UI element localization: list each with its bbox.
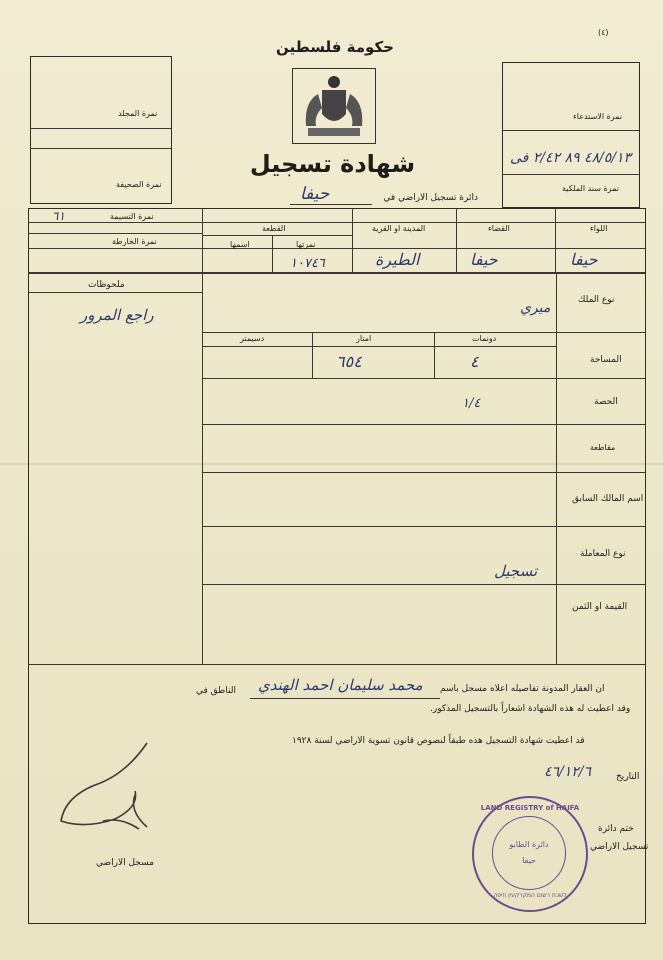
share-value: ١/٤	[462, 396, 481, 411]
title-deed-label: نمرة سند الملكية	[562, 184, 619, 193]
declaration-line-1-end: الناطق في	[196, 686, 237, 696]
town-value: الطيرة	[375, 250, 420, 269]
value-label: القيمة او الثمن	[572, 602, 628, 612]
subdistrict-value: حيفا	[470, 250, 498, 269]
transaction-label: نوع المعاملة	[580, 549, 626, 559]
department-label: دائرة تسجيل الاراضي في	[383, 193, 478, 203]
owner-name-value: محمد سليمان احمد الهندي	[258, 676, 423, 694]
notes-label: ملحوظات	[88, 280, 125, 290]
certificate-title: شهادة تسجيل	[249, 150, 416, 178]
corner-number: (٤)	[598, 28, 609, 37]
page-label: نمرة الصحيفة	[116, 180, 162, 189]
date-value: ٤٦/١٢/٦	[544, 764, 592, 780]
map-label: نمرة الخارطة	[112, 237, 157, 246]
registrar-signature	[55, 735, 165, 845]
declaration-line-2: وقد اعطيت له هذه الشهادة اشعاراً بالتسجيل المذكور.	[430, 704, 631, 714]
parcel-name-label: اسمها	[230, 240, 250, 249]
subdistrict-label: القضاء	[488, 224, 510, 233]
government-heading: حكومة فلسطين	[276, 38, 394, 56]
application-value: ٤٨/٥/١٣ ٨٩ ٢/٤٢ فى	[510, 150, 632, 166]
district-value: حيفا	[570, 250, 598, 269]
meters-value: ٦٥٤	[336, 352, 362, 371]
declaration-line-1: ان العقار المدونة تفاصيله اعلاه مسجل باسم	[440, 684, 605, 694]
volume-label: نمرة المجلد	[118, 109, 158, 118]
stamp-inner-text-2: حيفا	[522, 856, 536, 865]
stamp-outer-text: LAND REGISTRY of HAIFA	[480, 804, 580, 812]
area-label: المساحة	[590, 355, 622, 365]
date-label: التاريخ	[616, 772, 640, 782]
prev-owner-label: اسم المالك السابق	[572, 494, 644, 504]
district-label: اللواء	[590, 224, 608, 233]
seal-label-1: ختم دائرة	[598, 824, 634, 834]
share-label: الحصة	[594, 397, 618, 407]
settlement-label: نمرة التسيمة	[110, 212, 154, 221]
land-registry-stamp	[472, 796, 588, 912]
dunams-label: دونمات	[472, 334, 497, 343]
seal-label-2: تسجيل الاراضي	[590, 842, 649, 852]
decimeters-label: دسيمتر	[240, 334, 265, 343]
settlement-value: ٦١	[52, 209, 65, 223]
property-type-label: نوع الملك	[578, 295, 615, 305]
application-label: نمرة الاستدعاء	[573, 112, 623, 121]
town-label: المدينة او القرية	[372, 224, 426, 233]
transaction-value: تسجيل	[494, 562, 538, 580]
notes-value: راجع المرور	[80, 306, 154, 324]
parcel-label: القطعة	[262, 224, 286, 233]
boundaries-label: مقاطعة	[590, 443, 616, 452]
department-value: حيفا	[300, 184, 330, 204]
stamp-hebrew-text: לשכת רשום המקרקעין חיפה	[493, 892, 567, 899]
coat-of-arms-icon	[292, 68, 376, 144]
meters-label: امتار	[356, 334, 372, 343]
dunams-value: ٤	[470, 352, 479, 371]
registrar-label: مسجل الاراضي	[96, 858, 154, 868]
declaration-line-3: قد اعطيت شهادة التسجيل هذه طبقاً لنصوص قانون تسوية الاراضي لسنة ١٩٢٨	[292, 736, 585, 746]
stamp-inner-text-1: دائرة الطابو	[509, 840, 549, 849]
parcel-number-value: ١٠٧٤٦	[290, 256, 325, 271]
property-type-value: ميري	[520, 300, 551, 316]
parcel-number-label: نمرتها	[296, 240, 316, 249]
